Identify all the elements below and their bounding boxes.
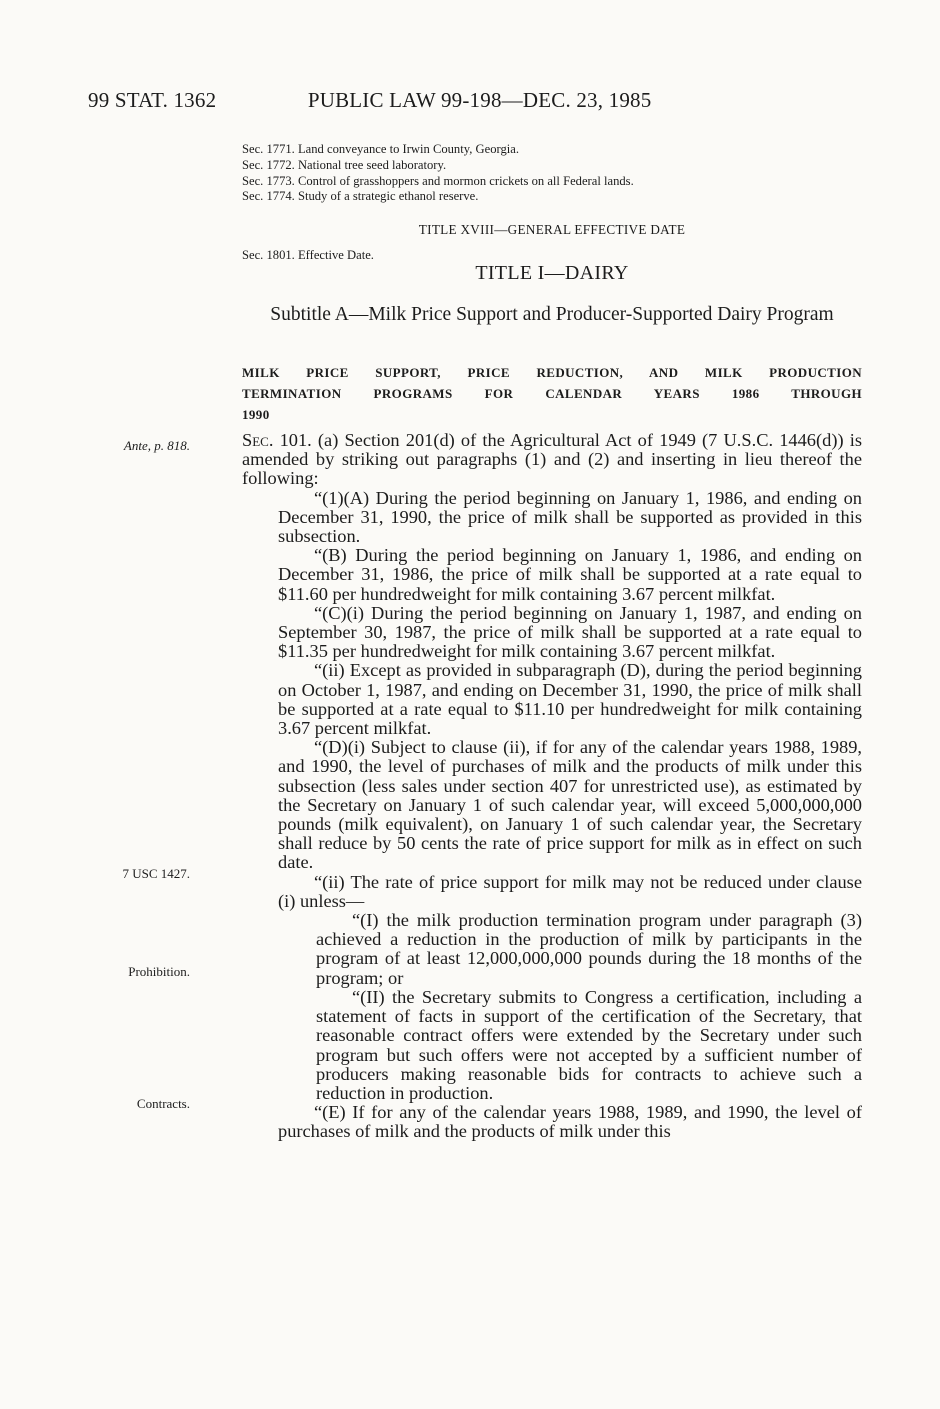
toc-entry: Sec. 1772. National tree seed laboratory. xyxy=(242,157,447,172)
margin-note-prohibition: Prohibition. xyxy=(128,964,190,979)
paragraph: “(1)(A) During the period beginning on January 1, 1986, and ending on December 31, 1990, the price of milk shall be supported as provided in this subsection. xyxy=(278,487,862,547)
table-of-contents xyxy=(242,142,842,205)
toc-title-heading: TITLE XVIII—GENERAL EFFECTIVE DATE xyxy=(418,222,686,237)
paragraph: “(I) the milk production termination program under paragraph (3) achieved a reduction in the production of milk by participants in the program of at least 12,000,000,000 pounds during the 18 months of the program; or xyxy=(316,910,862,988)
toc-entry: Sec. 1801. Effective Date. xyxy=(242,248,374,262)
section-label: Sec. xyxy=(242,430,274,450)
paragraph xyxy=(242,431,862,489)
toc-entry: Sec. 1774. Study of a strategic ethanol reserve. xyxy=(242,189,479,204)
paragraph: “(C)(i) During the period beginning on January 1, 1987, and ending on September 30, 1987, the price of milk shall be supported at a rate equal to $11.35 per hundredweight for milk containing 3.67 percent milkfat. xyxy=(278,602,862,662)
stat-page-ref: 99 STAT. 1362 xyxy=(88,88,217,112)
toc-entry: Sec. 1773. Control of grasshoppers and mormon crickets on all Federal lands. xyxy=(242,173,634,188)
public-law-ref: PUBLIC LAW 99-198—DEC. 23, 1985 xyxy=(307,88,652,112)
caps-heading-line: TERMINATION PROGRAMS FOR CALENDAR YEARS 1986 THROUGH xyxy=(242,386,862,401)
paragraph: “(E) If for any of the calendar years 1988, 1989, and 1990, the level of purchases of milk and the products of milk under this xyxy=(278,1102,862,1142)
title-heading: TITLE I—DAIRY xyxy=(475,262,629,284)
margin-note-contracts: Contracts. xyxy=(136,1096,190,1111)
page-header xyxy=(88,88,744,113)
paragraph: “(II) the Secretary submits to Congress a certification, including a statement of facts in support of the certification of the Secretary, that reasonable contract offers were extended by the Secretary under such program but such offers were not accepted by a sufficient number of producers making reasonable bids for contracts to achieve such a reduction in production. xyxy=(316,986,862,1103)
section-caps-heading xyxy=(242,362,862,425)
subtitle-heading: Subtitle A—Milk Price Support and Producer-Supported Dairy Program xyxy=(270,304,834,325)
toc-entry: Sec. 1771. Land conveyance to Irwin County, Georgia. xyxy=(242,142,519,156)
paragraph: “(ii) Except as provided in subparagraph (D), during the period beginning on October 1, 1987, and ending on December 31, 1990, the price of milk shall be supported at a rate equal to $11.10 per hundredweight for milk containing 3.67 percent milkfat. xyxy=(278,660,862,739)
paragraph: “(B) During the period beginning on January 1, 1986, and ending on December 31, 1986, the price of milk shall be supported at a rate equal to $11.60 per hundredweight for milk containing 3.67 percent milkfat. xyxy=(278,545,862,604)
margin-note-ante: Ante, p. 818. xyxy=(123,438,190,453)
caps-heading-line: MILK PRICE SUPPORT, PRICE REDUCTION, AND MILK PRODUCTION xyxy=(242,365,862,380)
margin-note-usc: 7 USC 1427. xyxy=(122,866,190,881)
paragraph-text: 101. (a) Section 201(d) of the Agricultural Act of 1949 (7 U.S.C. 1446(d)) is amended by striking out paragraphs (1) and (2) and inserting in lieu thereof the following: xyxy=(242,430,862,489)
caps-heading-line: 1990 xyxy=(242,407,270,422)
paragraph: “(D)(i) Subject to clause (ii), if for any of the calendar years 1988, 1989, and 1990, the level of purchases of milk and the products of milk under this subsection (less sales under section 407 for unrestricted use), as estimated by the Secretary on January 1 of such calendar year, will exceed 5,000,000,000 pounds (milk equivalent), on January 1 of such calendar year, the Secretary shall reduce by 50 cents the rate of price support for milk as in effect on such date. xyxy=(278,737,862,873)
paragraph: “(ii) The rate of price support for milk may not be reduced under clause (i) unless— xyxy=(278,871,862,911)
section-body xyxy=(242,431,862,1142)
